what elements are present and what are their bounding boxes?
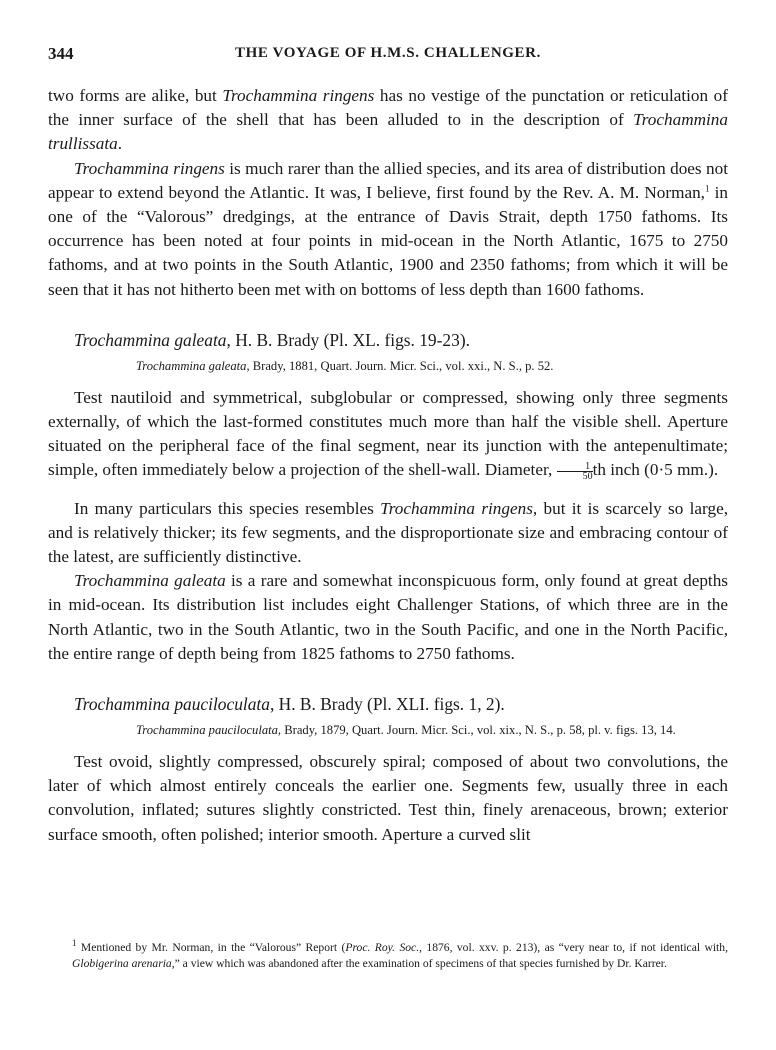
- running-title: THE VOYAGE OF H.M.S. CHALLENGER.: [235, 45, 541, 61]
- paragraph-galeata-comparison: In many particulars this species resembles Trochammina ringens, but it is scarcely so large, and is relatively thicker; its few segments, and the disproportionate size and embracing contour of the latest, are sufficiently distinctive.: [48, 498, 728, 567]
- paragraph-galeata-distribution: Trochammina galeata is a rare and somewhat inconspicuous form, only found at great depths in mid-ocean. Its distribution list includes eight Challenger Stations, of which three are in the North Atlantic, two in the South Atlantic, two in the South Pacific, and one in the North Pacific, the entire range of depth being from 1825 fathoms to 2750 fathoms.: [48, 571, 728, 663]
- synonymy-galeata: Trochammina galeata, Brady, 1881, Quart. Journ. Micr. Sci., vol. xxi., N. S., p. 52.: [136, 358, 554, 373]
- paragraph-ringens-comparison: two forms are alike, but Trochammina ringens has no vestige of the punctation or reticulation of the inner surface of the shell that has been alluded to in the description of Trochammina trullissata.: [48, 86, 729, 154]
- page-number: 344: [48, 44, 74, 63]
- page-header: [48, 44, 728, 66]
- synonymy-pauciloculata: Trochammina pauciloculata, Brady, 1879, Quart. Journ. Micr. Sci., vol. xix., N. S., p. 58, pl. v. figs. 13, 14.: [136, 723, 676, 738]
- species-heading-galeata: Trochammina galeata, H. B. Brady (Pl. XL. figs. 19-23).: [74, 329, 470, 350]
- footnote-reference: 1: [704, 183, 710, 194]
- species-heading-pauciloculata: Trochammina pauciloculata, H. B. Brady (Pl. XLI. figs. 1, 2).: [74, 694, 505, 715]
- description-galeata: Test nautiloid and symmetrical, subglobular or compressed, showing only three segments externally, of which the last-formed constitutes much more than half the visible shell. Aperture situated on the peripheral face of the final segment, near its junction with the antepenultimate; simple, often immediately below a projection of the shell-wall. Diameter, $\frac{1}{50}$ th inch (0·5 mm.).: [48, 387, 728, 483]
- page-body: [48, 84, 728, 847]
- description-pauciloculata: Test ovoid, slightly compressed, obscurely spiral; composed of about two convolutions, the later of which almost entirely conceals the earlier one. Segments few, usually three in each convolution, inflated; sutures slightly constricted. Test thin, finely arenaceous, brown; exterior surface smooth, often polished; interior smooth. Aperture a curved slit: [48, 752, 728, 844]
- paragraph-ringens-distribution: Trochammina ringens is much rarer than the allied species, and its area of distribution does not appear to extend beyond the Atlantic. It was, I believe, first found by the Rev. A. M. Norman,$^1$ in one of the “Valorous” dredgings, at the entrance of Davis Strait, depth 1750 fathoms. Its occurrence has been noted at four points in mid-ocean in the North Atlantic, 1675 to 2750 fathoms, and at two points in the South Atlantic, 1900 and 2350 fathoms; from which it will be seen that it has not hitherto been met with on bottoms of less depth than 1600 fathoms.: [48, 158, 728, 299]
- fraction: $\frac{1}{50}$: [557, 462, 593, 481]
- footnote: $^1$ Mentioned by Mr. Norman, in the “Valorous” Report (Proc. Roy. Soc., 1876, vol. xxv. p. 213), as “very near to, if not identical with, Globigerina arenaria,” a view which was abandoned after the examination of specimens of that species furnished by Dr. Karrer.: [72, 938, 728, 970]
